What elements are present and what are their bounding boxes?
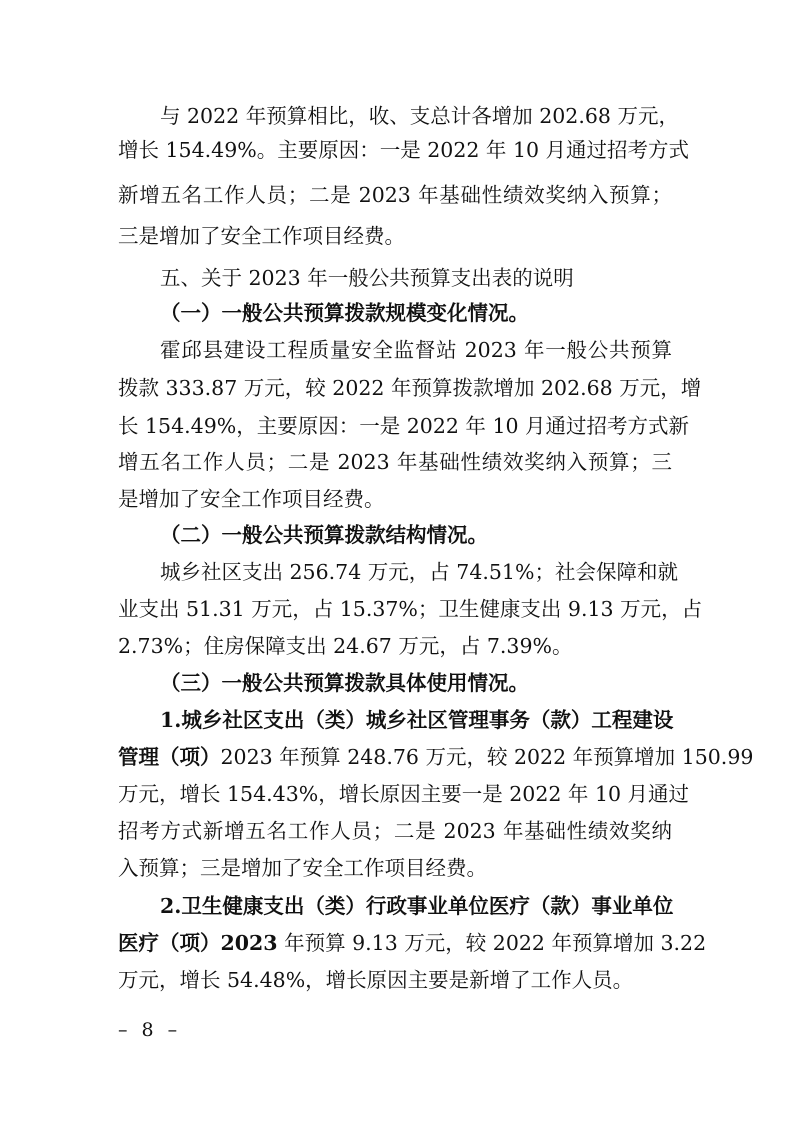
item-heading-continuation: 管理（项） <box>118 745 221 769</box>
paragraph-line: 三是增加了安全工作项目经费。 <box>118 224 405 248</box>
subsection-heading: （二）一般公共预算拨款结构情况。 <box>160 523 488 547</box>
paragraph-line: 是增加了安全工作项目经费。 <box>118 487 385 511</box>
paragraph-line <box>118 929 707 957</box>
paragraph-line: 增五名工作人员；二是 2023 年基础性绩效奖纳入预算；三 <box>118 450 672 474</box>
item-heading: 1.城乡社区支出（类）城乡社区管理事务（款）工程建设 <box>160 708 674 732</box>
item-heading: 2.卫生健康支出（类）行政事业单位医疗（款）事业单位 <box>160 894 674 918</box>
paragraph-line: 万元，增长 154.43%，增长原因主要一是 2022 年 10 月通过 <box>118 782 690 806</box>
section-heading: 五、关于 2023 年一般公共预算支出表的说明 <box>160 266 574 290</box>
paragraph-line: 长 154.49%，主要原因：一是 2022 年 10 月通过招考方式新 <box>118 414 690 438</box>
paragraph-line: 招考方式新增五名工作人员；二是 2023 年基础性绩效奖纳 <box>118 819 672 843</box>
subsection-heading: （一）一般公共预算拨款规模变化情况。 <box>160 301 529 325</box>
paragraph-line: 2.73%；住房保障支出 24.67 万元，占 7.39%。 <box>118 634 573 658</box>
paragraph-line: 拨款 333.87 万元，较 2022 年预算拨款增加 202.68 万元，增 <box>118 376 702 400</box>
paragraph-line: 与 2022 年预算相比，收、支总计各增加 202.68 万元， <box>160 104 679 128</box>
item-heading-continuation: 医疗（项）2023 <box>118 931 278 955</box>
item-text: 年预算 9.13 万元，较 2022 年预算增加 3.22 <box>277 931 707 955</box>
page-number: – 8 – <box>118 1019 182 1041</box>
paragraph-line: 新增五名工作人员；二是 2023 年基础性绩效奖纳入预算； <box>118 183 672 207</box>
paragraph-line: 万元，增长 54.48%，增长原因主要是新增了工作人员。 <box>118 968 634 992</box>
paragraph-line: 业支出 51.31 万元，占 15.37%；卫生健康支出 9.13 万元，占 <box>118 597 703 621</box>
paragraph-line: 增长 154.49%。主要原因：一是 2022 年 10 月通过招考方式 <box>118 138 690 162</box>
paragraph-line: 霍邱县建设工程质量安全监督站 2023 年一般公共预算 <box>160 338 672 362</box>
paragraph-line: 城乡社区支出 256.74 万元，占 74.51%；社会保障和就 <box>160 560 678 584</box>
paragraph-line <box>118 743 754 771</box>
item-text: 2023 年预算 248.76 万元，较 2022 年预算增加 150.99 <box>220 745 754 769</box>
subsection-heading: （三）一般公共预算拨款具体使用情况。 <box>160 671 529 695</box>
paragraph-line: 入预算；三是增加了安全工作项目经费。 <box>118 856 487 880</box>
